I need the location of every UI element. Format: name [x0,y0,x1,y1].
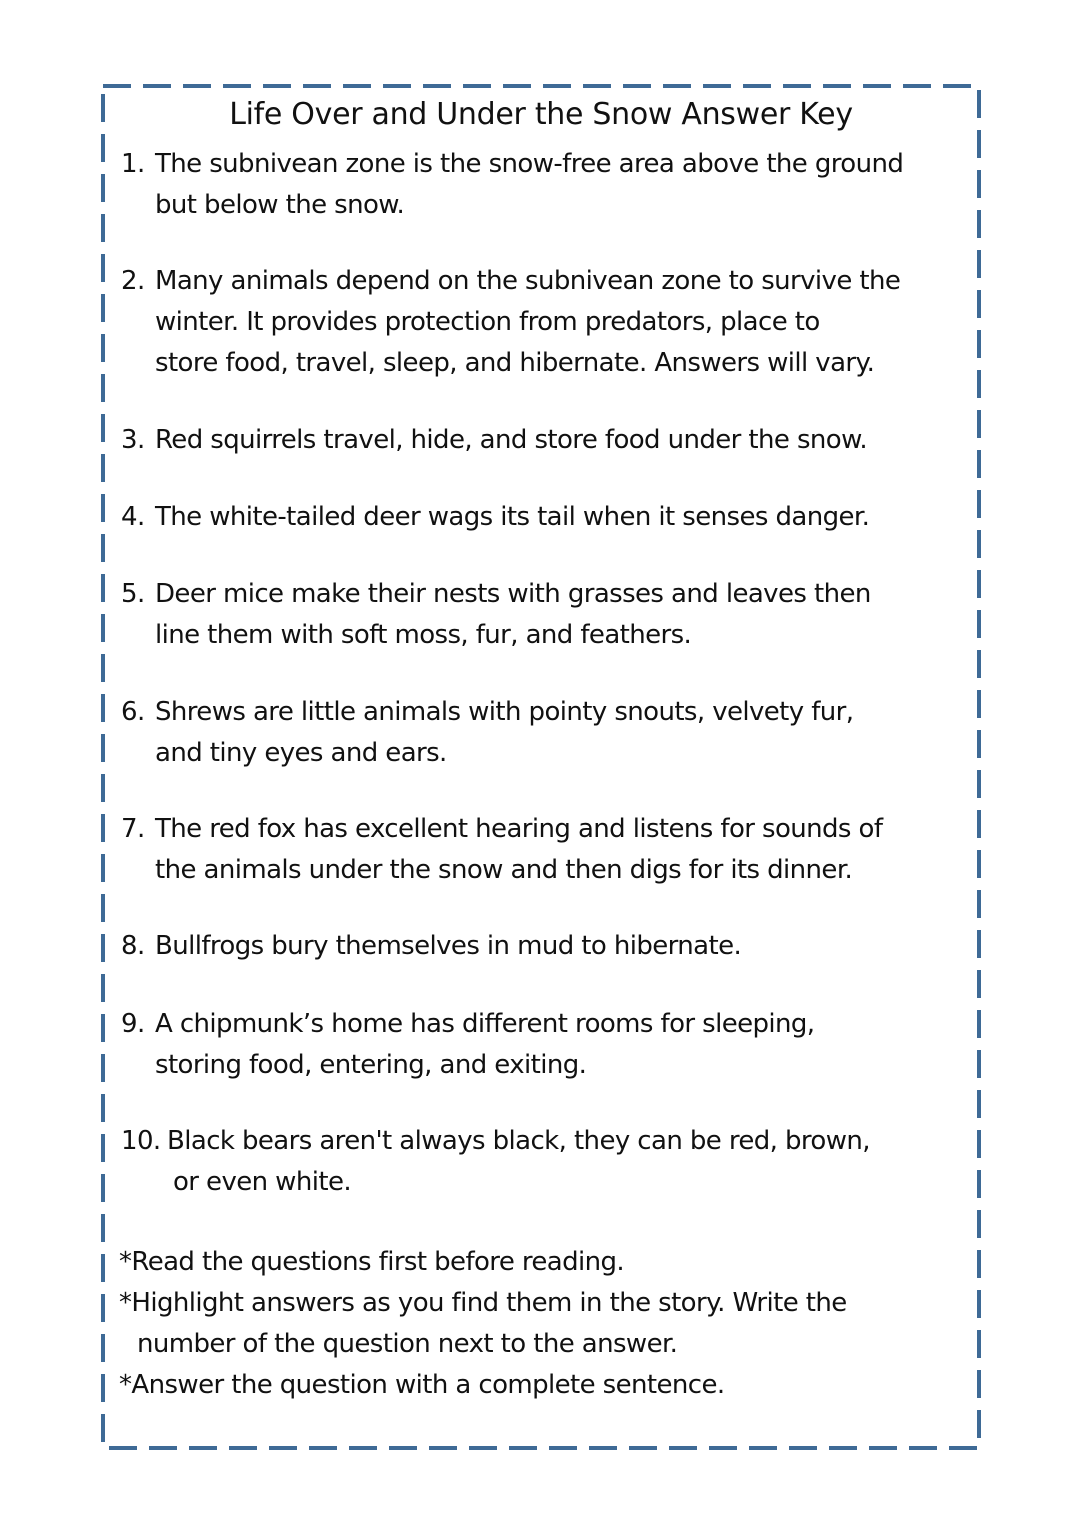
answer-text-line: The red fox has excellent hearing and listens for sounds of [155,814,883,844]
tip-text-line: *Answer the question with a complete sentence. [119,1370,725,1400]
tip-text-line: *Highlight answers as you find them in the story. Write the [119,1288,847,1318]
answer-key-frame [101,84,981,1450]
answer-item-10 [121,1121,971,1203]
answer-item-1 [121,144,971,226]
answer-text-line: or even white. [173,1167,352,1197]
answer-item-7 [121,809,971,891]
page-title: Life Over and Under the Snow Answer Key [229,97,853,132]
answer-number: 10. [121,1126,161,1156]
answer-text-line: Deer mice make their nests with grasses and leaves then [155,579,871,609]
answer-text-line: The subnivean zone is the snow-free area above the ground [155,149,904,179]
answer-text-line: but below the snow. [155,190,405,220]
answer-text-line: Black bears aren't always black, they can be red, brown, [167,1126,870,1156]
answer-item-4 [121,497,971,538]
answer-item-8 [121,926,971,967]
answer-number: 5. [121,579,145,609]
answer-number: 2. [121,266,145,296]
answer-text-line: Bullfrogs bury themselves in mud to hibernate. [155,931,742,961]
answer-text-line: The white-tailed deer wags its tail when it senses danger. [155,502,870,532]
answer-item-3 [121,420,971,461]
answer-item-2 [121,261,971,384]
tip-item-1 [119,1242,969,1283]
answer-text-line: store food, travel, sleep, and hibernate. Answers will vary. [155,348,875,378]
answer-number: 6. [121,697,145,727]
answer-item-5 [121,574,971,656]
answer-number: 1. [121,149,145,179]
reading-tips [119,1242,969,1406]
answer-number: 7. [121,814,145,844]
answer-text-line: storing food, entering, and exiting. [155,1050,587,1080]
answer-item-6 [121,692,971,774]
answer-number: 8. [121,931,145,961]
answer-number: 4. [121,502,145,532]
answer-number: 9. [121,1009,145,1039]
tip-text-line: number of the question next to the answer. [137,1329,678,1359]
answer-text-line: and tiny eyes and ears. [155,738,447,768]
answer-text-line: winter. It provides protection from predators, place to [155,307,820,337]
tip-item-3 [119,1365,969,1406]
tip-item-2 [119,1283,969,1365]
answer-item-9 [121,1004,971,1086]
answer-text-line: Red squirrels travel, hide, and store food under the snow. [155,425,868,455]
answer-text-line: A chipmunk’s home has different rooms for sleeping, [155,1009,815,1039]
answer-number: 3. [121,425,145,455]
tip-text-line: *Read the questions first before reading. [119,1247,625,1277]
answer-text-line: Shrews are little animals with pointy snouts, velvety fur, [155,697,854,727]
answer-text-line: the animals under the snow and then digs for its dinner. [155,855,853,885]
answer-text-line: Many animals depend on the subnivean zone to survive the [155,266,901,296]
answer-text-line: line them with soft moss, fur, and feathers. [155,620,692,650]
